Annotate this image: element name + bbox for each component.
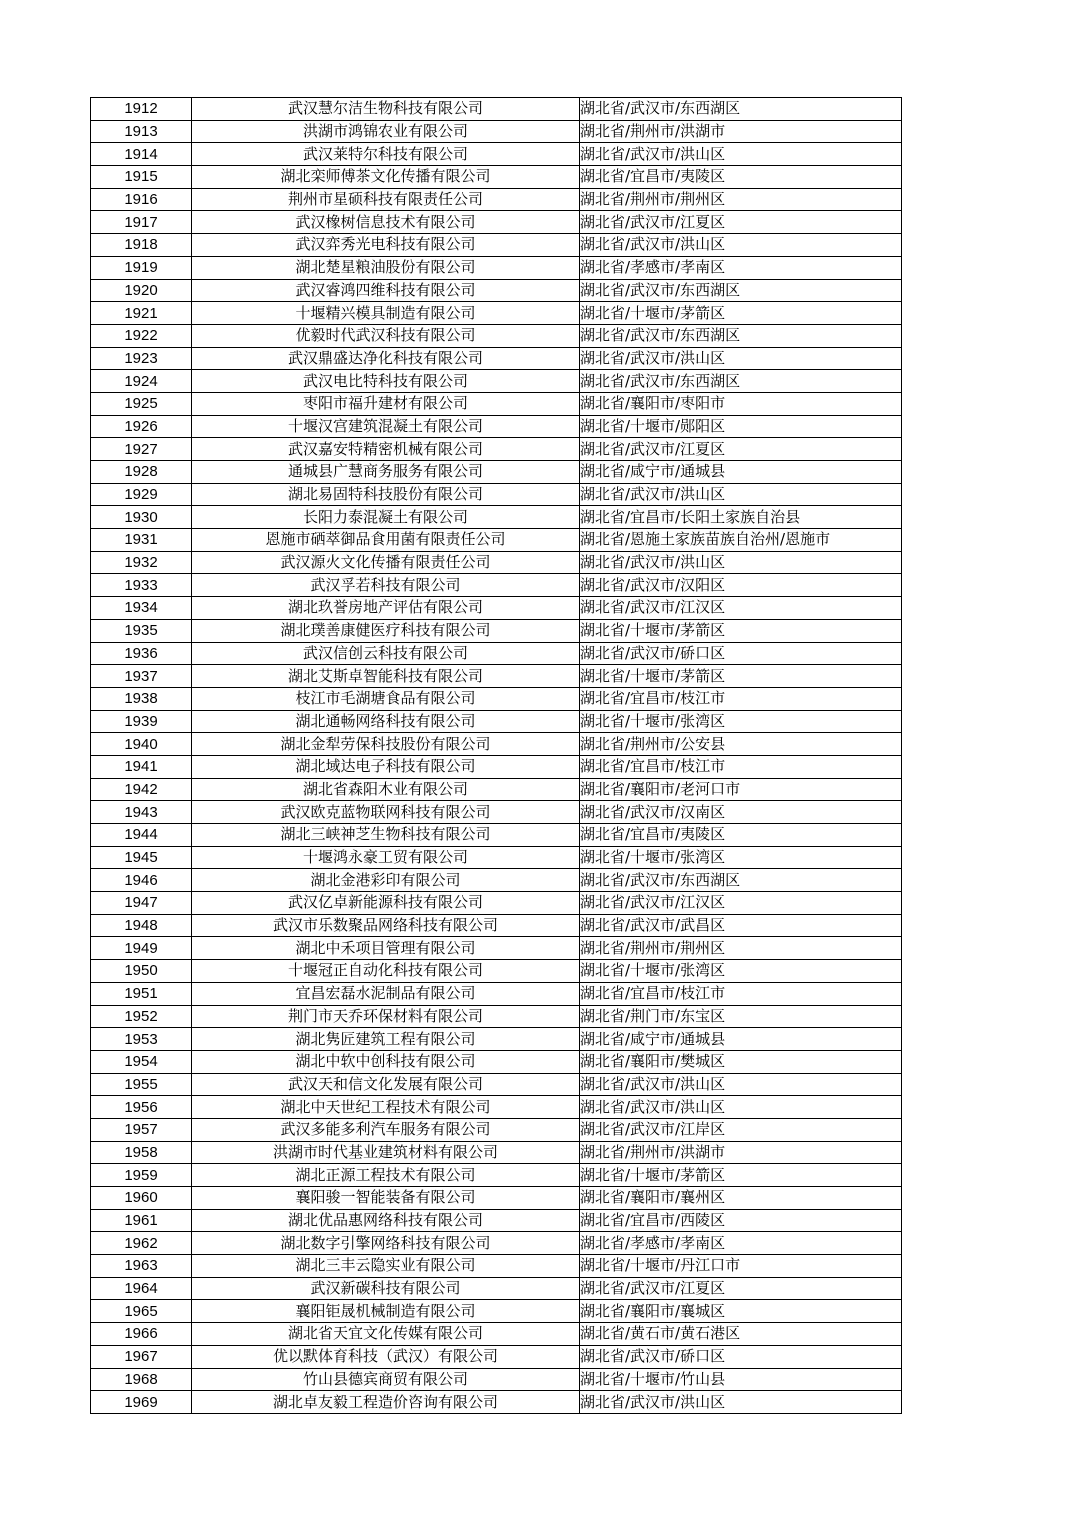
company-name-cell: 洪湖市时代基业建筑材料有限公司 bbox=[192, 1141, 580, 1164]
row-number-cell: 1954 bbox=[91, 1050, 192, 1073]
row-number-cell: 1912 bbox=[91, 98, 192, 121]
table-row bbox=[91, 1118, 902, 1141]
table-row bbox=[91, 120, 902, 143]
row-number-cell: 1965 bbox=[91, 1300, 192, 1323]
region-cell: 湖北省/武汉市/东西湖区 bbox=[580, 98, 902, 121]
table-row bbox=[91, 1391, 902, 1414]
table-row bbox=[91, 665, 902, 688]
region-cell: 湖北省/武汉市/东西湖区 bbox=[580, 869, 902, 892]
row-number-cell: 1934 bbox=[91, 597, 192, 620]
company-name-cell: 竹山县德宾商贸有限公司 bbox=[192, 1368, 580, 1391]
row-number-cell: 1950 bbox=[91, 960, 192, 983]
row-number-cell: 1962 bbox=[91, 1232, 192, 1255]
table-row bbox=[91, 324, 902, 347]
region-cell: 湖北省/宜昌市/西陵区 bbox=[580, 1209, 902, 1232]
table-row bbox=[91, 1141, 902, 1164]
company-name-cell: 湖北中软中创科技有限公司 bbox=[192, 1050, 580, 1073]
table-row bbox=[91, 710, 902, 733]
region-cell: 湖北省/武汉市/东西湖区 bbox=[580, 279, 902, 302]
row-number-cell: 1941 bbox=[91, 755, 192, 778]
table-row bbox=[91, 960, 902, 983]
row-number-cell: 1940 bbox=[91, 733, 192, 756]
region-cell: 湖北省/十堰市/张湾区 bbox=[580, 710, 902, 733]
table-row bbox=[91, 506, 902, 529]
company-name-cell: 湖北栾师傅茶文化传播有限公司 bbox=[192, 166, 580, 189]
row-number-cell: 1959 bbox=[91, 1164, 192, 1187]
row-number-cell: 1925 bbox=[91, 392, 192, 415]
region-cell: 湖北省/荆州市/荆州区 bbox=[580, 937, 902, 960]
table-row bbox=[91, 302, 902, 325]
table-row bbox=[91, 597, 902, 620]
row-number-cell: 1919 bbox=[91, 256, 192, 279]
row-number-cell: 1928 bbox=[91, 461, 192, 484]
region-cell: 湖北省/十堰市/茅箭区 bbox=[580, 302, 902, 325]
region-cell: 湖北省/荆门市/东宝区 bbox=[580, 1005, 902, 1028]
region-cell: 湖北省/武汉市/洪山区 bbox=[580, 143, 902, 166]
row-number-cell: 1917 bbox=[91, 211, 192, 234]
region-cell: 湖北省/咸宁市/通城县 bbox=[580, 1028, 902, 1051]
table-row bbox=[91, 461, 902, 484]
table-row bbox=[91, 642, 902, 665]
table-row bbox=[91, 733, 902, 756]
row-number-cell: 1967 bbox=[91, 1345, 192, 1368]
company-name-cell: 恩施市硒萃御品食用菌有限责任公司 bbox=[192, 529, 580, 552]
table-row bbox=[91, 392, 902, 415]
table-row bbox=[91, 234, 902, 257]
table-row bbox=[91, 347, 902, 370]
company-name-cell: 武汉嘉安特精密机械有限公司 bbox=[192, 438, 580, 461]
company-name-cell: 武汉孚若科技有限公司 bbox=[192, 574, 580, 597]
table-row bbox=[91, 143, 902, 166]
region-cell: 湖北省/十堰市/张湾区 bbox=[580, 960, 902, 983]
table-row bbox=[91, 1232, 902, 1255]
region-cell: 湖北省/荆州市/公安县 bbox=[580, 733, 902, 756]
row-number-cell: 1963 bbox=[91, 1255, 192, 1278]
company-name-cell: 优以默体育科技（武汉）有限公司 bbox=[192, 1345, 580, 1368]
table-row bbox=[91, 1368, 902, 1391]
table-row bbox=[91, 687, 902, 710]
table-row bbox=[91, 1050, 902, 1073]
region-cell: 湖北省/咸宁市/通城县 bbox=[580, 461, 902, 484]
company-list-body bbox=[91, 98, 902, 1414]
row-number-cell: 1930 bbox=[91, 506, 192, 529]
company-name-cell: 枝江市毛湖塘食品有限公司 bbox=[192, 687, 580, 710]
table-row bbox=[91, 1073, 902, 1096]
table-row bbox=[91, 529, 902, 552]
company-name-cell: 武汉慧尔洁生物科技有限公司 bbox=[192, 98, 580, 121]
table-row bbox=[91, 1209, 902, 1232]
row-number-cell: 1939 bbox=[91, 710, 192, 733]
region-cell: 湖北省/十堰市/郧阳区 bbox=[580, 415, 902, 438]
table-row bbox=[91, 914, 902, 937]
table-row bbox=[91, 166, 902, 189]
company-name-cell: 湖北省天宜文化传媒有限公司 bbox=[192, 1323, 580, 1346]
region-cell: 湖北省/十堰市/竹山县 bbox=[580, 1368, 902, 1391]
company-name-cell: 武汉电比特科技有限公司 bbox=[192, 370, 580, 393]
region-cell: 湖北省/武汉市/洪山区 bbox=[580, 347, 902, 370]
table-row bbox=[91, 755, 902, 778]
company-list-table bbox=[90, 97, 902, 1414]
row-number-cell: 1955 bbox=[91, 1073, 192, 1096]
table-row bbox=[91, 483, 902, 506]
region-cell: 湖北省/武汉市/硚口区 bbox=[580, 1345, 902, 1368]
company-name-cell: 襄阳钜晟机械制造有限公司 bbox=[192, 1300, 580, 1323]
company-name-cell: 武汉弈秀光电科技有限公司 bbox=[192, 234, 580, 257]
company-name-cell: 荆州市星硕科技有限责任公司 bbox=[192, 188, 580, 211]
region-cell: 湖北省/武汉市/洪山区 bbox=[580, 1391, 902, 1414]
table-row bbox=[91, 982, 902, 1005]
company-name-cell: 湖北优品惠网络科技有限公司 bbox=[192, 1209, 580, 1232]
row-number-cell: 1938 bbox=[91, 687, 192, 710]
region-cell: 湖北省/十堰市/茅箭区 bbox=[580, 1164, 902, 1187]
company-name-cell: 湖北数字引擎网络科技有限公司 bbox=[192, 1232, 580, 1255]
company-name-cell: 十堰鸿永豪工贸有限公司 bbox=[192, 846, 580, 869]
company-name-cell: 洪湖市鸿锦农业有限公司 bbox=[192, 120, 580, 143]
table-row bbox=[91, 188, 902, 211]
region-cell: 湖北省/武汉市/汉南区 bbox=[580, 801, 902, 824]
table-row bbox=[91, 415, 902, 438]
company-name-cell: 湖北省森阳木业有限公司 bbox=[192, 778, 580, 801]
table-row bbox=[91, 846, 902, 869]
table-row bbox=[91, 1096, 902, 1119]
company-name-cell: 湖北艾斯卓智能科技有限公司 bbox=[192, 665, 580, 688]
company-name-cell: 武汉天和信文化发展有限公司 bbox=[192, 1073, 580, 1096]
table-row bbox=[91, 1187, 902, 1210]
row-number-cell: 1949 bbox=[91, 937, 192, 960]
table-row bbox=[91, 1345, 902, 1368]
row-number-cell: 1935 bbox=[91, 619, 192, 642]
company-name-cell: 湖北金犁劳保科技股份有限公司 bbox=[192, 733, 580, 756]
company-name-cell: 武汉鼎盛达净化科技有限公司 bbox=[192, 347, 580, 370]
company-name-cell: 武汉新碳科技有限公司 bbox=[192, 1277, 580, 1300]
region-cell: 湖北省/宜昌市/枝江市 bbox=[580, 687, 902, 710]
row-number-cell: 1942 bbox=[91, 778, 192, 801]
table-row bbox=[91, 1164, 902, 1187]
company-name-cell: 十堰精兴模具制造有限公司 bbox=[192, 302, 580, 325]
company-name-cell: 武汉信创云科技有限公司 bbox=[192, 642, 580, 665]
company-name-cell: 武汉橡树信息技术有限公司 bbox=[192, 211, 580, 234]
company-name-cell: 湖北通畅网络科技有限公司 bbox=[192, 710, 580, 733]
row-number-cell: 1956 bbox=[91, 1096, 192, 1119]
region-cell: 湖北省/十堰市/茅箭区 bbox=[580, 619, 902, 642]
table-row bbox=[91, 892, 902, 915]
region-cell: 湖北省/武汉市/江汉区 bbox=[580, 597, 902, 620]
region-cell: 湖北省/武汉市/汉阳区 bbox=[580, 574, 902, 597]
row-number-cell: 1921 bbox=[91, 302, 192, 325]
company-name-cell: 通城县广慧商务服务有限公司 bbox=[192, 461, 580, 484]
region-cell: 湖北省/武汉市/洪山区 bbox=[580, 1073, 902, 1096]
region-cell: 湖北省/十堰市/丹江口市 bbox=[580, 1255, 902, 1278]
table-row bbox=[91, 279, 902, 302]
company-name-cell: 湖北金港彩印有限公司 bbox=[192, 869, 580, 892]
row-number-cell: 1964 bbox=[91, 1277, 192, 1300]
row-number-cell: 1916 bbox=[91, 188, 192, 211]
row-number-cell: 1957 bbox=[91, 1118, 192, 1141]
row-number-cell: 1958 bbox=[91, 1141, 192, 1164]
company-name-cell: 湖北隽匠建筑工程有限公司 bbox=[192, 1028, 580, 1051]
company-name-cell: 湖北易固特科技股份有限公司 bbox=[192, 483, 580, 506]
company-name-cell: 枣阳市福升建材有限公司 bbox=[192, 392, 580, 415]
table-row bbox=[91, 1323, 902, 1346]
region-cell: 湖北省/武汉市/江汉区 bbox=[580, 892, 902, 915]
company-name-cell: 优毅时代武汉科技有限公司 bbox=[192, 324, 580, 347]
company-name-cell: 湖北三丰云隐实业有限公司 bbox=[192, 1255, 580, 1278]
company-name-cell: 武汉市乐数聚品网络科技有限公司 bbox=[192, 914, 580, 937]
company-name-cell: 湖北正源工程技术有限公司 bbox=[192, 1164, 580, 1187]
row-number-cell: 1944 bbox=[91, 824, 192, 847]
company-name-cell: 武汉睿鸿四维科技有限公司 bbox=[192, 279, 580, 302]
table-row bbox=[91, 801, 902, 824]
company-name-cell: 武汉源火文化传播有限责任公司 bbox=[192, 551, 580, 574]
row-number-cell: 1933 bbox=[91, 574, 192, 597]
company-name-cell: 湖北玖誉房地产评估有限公司 bbox=[192, 597, 580, 620]
region-cell: 湖北省/宜昌市/夷陵区 bbox=[580, 166, 902, 189]
table-row bbox=[91, 1300, 902, 1323]
region-cell: 湖北省/武汉市/武昌区 bbox=[580, 914, 902, 937]
region-cell: 湖北省/武汉市/洪山区 bbox=[580, 551, 902, 574]
table-row bbox=[91, 551, 902, 574]
table-row bbox=[91, 256, 902, 279]
row-number-cell: 1947 bbox=[91, 892, 192, 915]
row-number-cell: 1936 bbox=[91, 642, 192, 665]
region-cell: 湖北省/武汉市/东西湖区 bbox=[580, 324, 902, 347]
table-row bbox=[91, 937, 902, 960]
table-row bbox=[91, 778, 902, 801]
row-number-cell: 1927 bbox=[91, 438, 192, 461]
company-name-cell: 十堰冠正自动化科技有限公司 bbox=[192, 960, 580, 983]
region-cell: 湖北省/襄阳市/襄城区 bbox=[580, 1300, 902, 1323]
region-cell: 湖北省/荆州市/洪湖市 bbox=[580, 1141, 902, 1164]
table-row bbox=[91, 1255, 902, 1278]
row-number-cell: 1926 bbox=[91, 415, 192, 438]
table-row bbox=[91, 619, 902, 642]
region-cell: 湖北省/黄石市/黄石港区 bbox=[580, 1323, 902, 1346]
row-number-cell: 1929 bbox=[91, 483, 192, 506]
row-number-cell: 1968 bbox=[91, 1368, 192, 1391]
region-cell: 湖北省/襄阳市/枣阳市 bbox=[580, 392, 902, 415]
row-number-cell: 1918 bbox=[91, 234, 192, 257]
row-number-cell: 1920 bbox=[91, 279, 192, 302]
region-cell: 湖北省/荆州市/洪湖市 bbox=[580, 120, 902, 143]
region-cell: 湖北省/武汉市/江夏区 bbox=[580, 211, 902, 234]
region-cell: 湖北省/宜昌市/枝江市 bbox=[580, 755, 902, 778]
region-cell: 湖北省/武汉市/硚口区 bbox=[580, 642, 902, 665]
row-number-cell: 1960 bbox=[91, 1187, 192, 1210]
company-name-cell: 湖北中天世纪工程技术有限公司 bbox=[192, 1096, 580, 1119]
table-row bbox=[91, 1277, 902, 1300]
region-cell: 湖北省/襄阳市/樊城区 bbox=[580, 1050, 902, 1073]
region-cell: 湖北省/宜昌市/枝江市 bbox=[580, 982, 902, 1005]
row-number-cell: 1943 bbox=[91, 801, 192, 824]
table-row bbox=[91, 438, 902, 461]
row-number-cell: 1969 bbox=[91, 1391, 192, 1414]
company-name-cell: 十堰汉宫建筑混凝土有限公司 bbox=[192, 415, 580, 438]
region-cell: 湖北省/襄阳市/老河口市 bbox=[580, 778, 902, 801]
company-name-cell: 荆门市天乔环保材料有限公司 bbox=[192, 1005, 580, 1028]
table-row bbox=[91, 1028, 902, 1051]
company-name-cell: 襄阳骏一智能装备有限公司 bbox=[192, 1187, 580, 1210]
region-cell: 湖北省/武汉市/洪山区 bbox=[580, 1096, 902, 1119]
region-cell: 湖北省/孝感市/孝南区 bbox=[580, 256, 902, 279]
row-number-cell: 1951 bbox=[91, 982, 192, 1005]
row-number-cell: 1966 bbox=[91, 1323, 192, 1346]
row-number-cell: 1952 bbox=[91, 1005, 192, 1028]
row-number-cell: 1937 bbox=[91, 665, 192, 688]
table-row bbox=[91, 98, 902, 121]
region-cell: 湖北省/武汉市/江夏区 bbox=[580, 1277, 902, 1300]
region-cell: 湖北省/武汉市/洪山区 bbox=[580, 234, 902, 257]
region-cell: 湖北省/宜昌市/长阳土家族自治县 bbox=[580, 506, 902, 529]
company-name-cell: 长阳力泰混凝土有限公司 bbox=[192, 506, 580, 529]
row-number-cell: 1953 bbox=[91, 1028, 192, 1051]
table-row bbox=[91, 1005, 902, 1028]
row-number-cell: 1914 bbox=[91, 143, 192, 166]
company-name-cell: 湖北中禾项目管理有限公司 bbox=[192, 937, 580, 960]
table-row bbox=[91, 869, 902, 892]
region-cell: 湖北省/十堰市/张湾区 bbox=[580, 846, 902, 869]
region-cell: 湖北省/孝感市/孝南区 bbox=[580, 1232, 902, 1255]
region-cell: 湖北省/宜昌市/夷陵区 bbox=[580, 824, 902, 847]
region-cell: 湖北省/武汉市/江岸区 bbox=[580, 1118, 902, 1141]
table-row bbox=[91, 211, 902, 234]
company-name-cell: 湖北卓友毅工程造价咨询有限公司 bbox=[192, 1391, 580, 1414]
region-cell: 湖北省/恩施土家族苗族自治州/恩施市 bbox=[580, 529, 902, 552]
region-cell: 湖北省/武汉市/洪山区 bbox=[580, 483, 902, 506]
row-number-cell: 1924 bbox=[91, 370, 192, 393]
row-number-cell: 1931 bbox=[91, 529, 192, 552]
row-number-cell: 1915 bbox=[91, 166, 192, 189]
company-name-cell: 武汉亿卓新能源科技有限公司 bbox=[192, 892, 580, 915]
row-number-cell: 1922 bbox=[91, 324, 192, 347]
table-row bbox=[91, 824, 902, 847]
region-cell: 湖北省/武汉市/江夏区 bbox=[580, 438, 902, 461]
company-name-cell: 湖北楚星粮油股份有限公司 bbox=[192, 256, 580, 279]
row-number-cell: 1932 bbox=[91, 551, 192, 574]
region-cell: 湖北省/武汉市/东西湖区 bbox=[580, 370, 902, 393]
row-number-cell: 1945 bbox=[91, 846, 192, 869]
company-name-cell: 湖北璞善康健医疗科技有限公司 bbox=[192, 619, 580, 642]
company-name-cell: 湖北三峡神芝生物科技有限公司 bbox=[192, 824, 580, 847]
row-number-cell: 1913 bbox=[91, 120, 192, 143]
row-number-cell: 1961 bbox=[91, 1209, 192, 1232]
company-name-cell: 湖北域达电子科技有限公司 bbox=[192, 755, 580, 778]
row-number-cell: 1946 bbox=[91, 869, 192, 892]
company-name-cell: 武汉欧克蓝物联网科技有限公司 bbox=[192, 801, 580, 824]
company-name-cell: 武汉多能多利汽车服务有限公司 bbox=[192, 1118, 580, 1141]
row-number-cell: 1948 bbox=[91, 914, 192, 937]
region-cell: 湖北省/襄阳市/襄州区 bbox=[580, 1187, 902, 1210]
region-cell: 湖北省/十堰市/茅箭区 bbox=[580, 665, 902, 688]
company-name-cell: 宜昌宏磊水泥制品有限公司 bbox=[192, 982, 580, 1005]
company-name-cell: 武汉莱特尔科技有限公司 bbox=[192, 143, 580, 166]
table-row bbox=[91, 370, 902, 393]
region-cell: 湖北省/荆州市/荆州区 bbox=[580, 188, 902, 211]
table-row bbox=[91, 574, 902, 597]
row-number-cell: 1923 bbox=[91, 347, 192, 370]
